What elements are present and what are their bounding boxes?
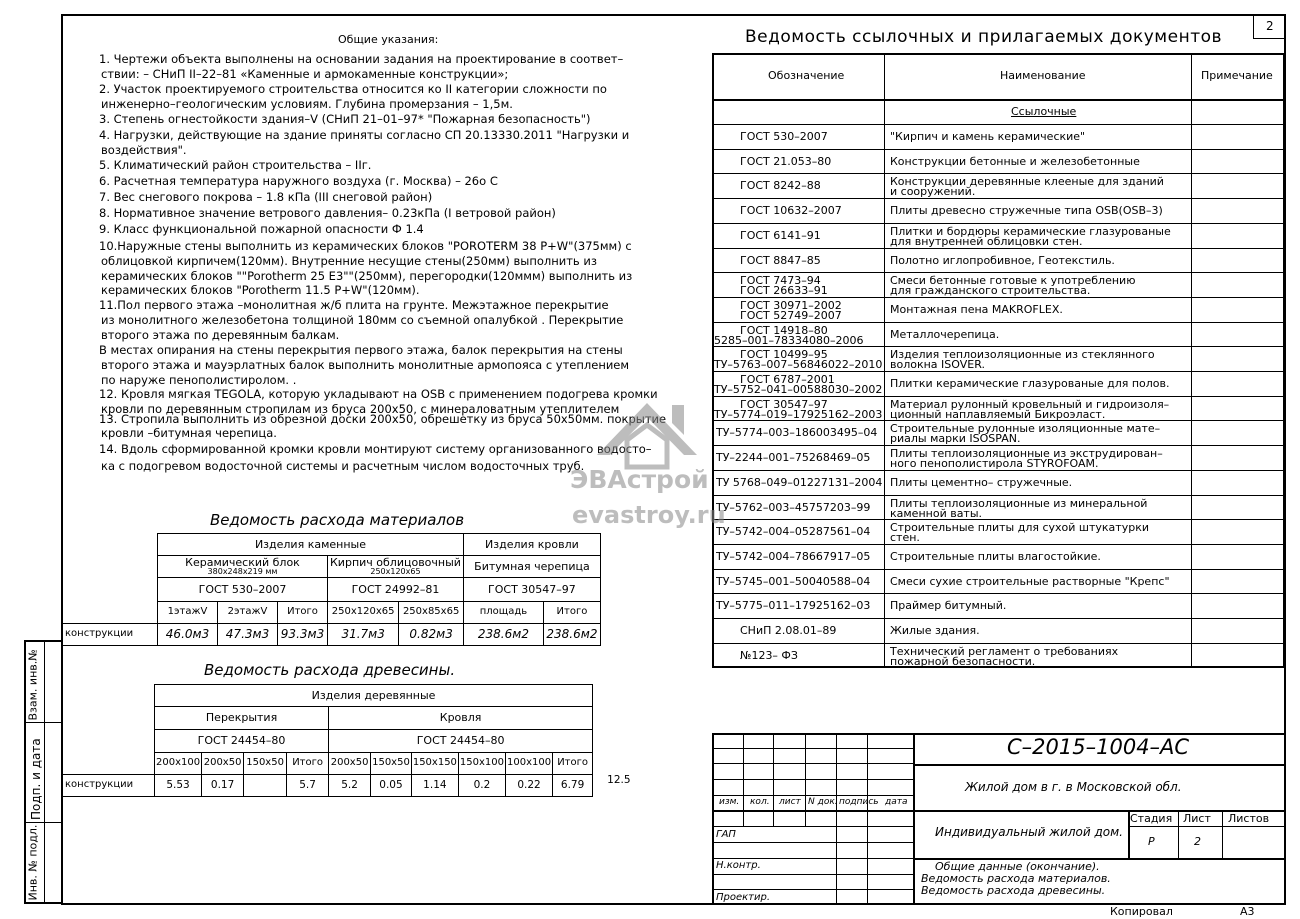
copied-label: Копировал [1110,905,1173,918]
table-cell: 1этажV [158,602,218,624]
title-block-line [836,733,837,905]
facing-brick-cell [328,556,464,578]
title-block-line [712,842,913,843]
doc-col-divider [884,53,885,668]
table-cell: 1.14 [411,775,458,797]
doc-row-name-2: ционный наплавляемый Бикроэласт. [890,408,1106,421]
general-note-line: 8. Нормативное значение ветрового давления– 0.23кПа (I ветровой район) [99,206,556,220]
table-cell: 150х150 [411,753,458,775]
general-note-line: 3. Степень огнестойкости здания–V (СНиП 21–01–97* "Пожарная безопасность") [99,112,591,126]
watermark-brand: ЭВАстрой [570,465,709,494]
doc-row-designation: ТУ–5762–003–45757203–99 [716,502,871,513]
doc-row-line [712,618,1285,619]
table-cell: Итого [278,602,328,624]
facing-brick-label: Кирпич облицовочный [330,555,461,569]
general-note-line: 4. Нагрузки, действующие на здание приняты согласно СП 20.13330.2011 "Нагрузки и [99,128,630,142]
materials-grid [62,533,601,646]
general-note-line: В местах опирания на стены перекрытия первого этажа, балок перекрытия на стены [99,343,623,357]
general-note-line: 5. Климатический район строительства – IIг. [99,158,372,172]
side-stamp-inv-orig: Инв. № подл. [26,824,40,901]
general-note-line: облицовкой кирпичем(120мм). Внутренние несущие стены(250мм) выполнить из [101,254,597,268]
doc-row-designation: ТУ–5775–011–17925162–03 [716,600,871,611]
table-cell: Изделия деревянные [155,685,593,707]
doc-row-name: Плитки керамические глазурованые для полов. [890,377,1170,390]
general-note-line: инженерно–геологическим условиям. Глубина промерзания – 1,5м. [101,97,513,111]
doc-row-name: Смеси бетонные готовые к употреблению [890,274,1136,287]
watermark-url: evastroy.ru [572,501,726,529]
doc-row-line [712,248,1285,249]
doc-list-title: Ведомость ссылочных и прилагаемых документов [745,27,1223,47]
materials-table-title: Ведомость расхода материалов [210,511,465,529]
doc-row-designation: ГОСТ 10499–95 [740,348,828,361]
general-note-line: 9. Класс функциональной пожарной опасности Ф 1.4 [99,222,424,236]
general-note-line: ка с подогревом водосточной системы и расчетным числом водосточных труб. [101,459,585,473]
table-cell: 31.7м3 [328,624,399,646]
doc-row-designation: СНиП 2.08.01–89 [740,625,837,636]
doc-row-name: Плиты теплоизоляционные из экструдирован– [890,447,1163,460]
title-block-line [712,810,913,812]
title-block-line [867,733,868,905]
doc-row-line [712,519,1285,520]
general-note-line: 12. Кровля мягкая TEGOLA, которую укладывают на OSB с применением подогрева кромки [99,387,658,401]
doc-row-name: Конструкции бетонные и железобетонные [890,155,1140,168]
general-note-line: 11.Пол первого этажа –монолитная ж/б плита на грунте. Межэтажное перекрытие [99,298,609,312]
sheet-title-1: Общие данные (окончание). [935,860,1100,873]
table-cell: 100х100 [506,753,553,775]
general-note-line: кровли по деревянным стропилам из бруса 200х50, с минераловатным утеплителем [101,402,620,416]
table-cell: Перекрытия [155,707,329,730]
title-block-line [1222,810,1223,858]
doc-row-line [712,470,1285,471]
title-block-col-label: изм. [719,797,740,807]
table-cell: 2этажV [218,602,278,624]
doc-row-designation-2: ТУ–5752–041–00588030–2002 [714,384,882,395]
title-block-line [913,764,1285,766]
doc-row-line [712,371,1285,372]
wood-table-title: Ведомость расхода древесины. [204,661,456,679]
table-cell: 0.22 [506,775,553,797]
doc-row-name-2: пожарной безопасности. [890,655,1036,668]
doc-row-line [712,297,1285,298]
doc-col-divider [1191,53,1192,668]
doc-row-name: Плиты древесно стружечные типа OSB(OSB–3) [890,204,1163,217]
table-cell: 6.79 [553,775,593,797]
doc-row-designation: ГОСТ 530–2007 [740,131,828,142]
doc-row-name-2: ного пенополистирола STYROFOAM. [890,457,1099,470]
role-gap: ГАП [716,829,736,840]
doc-row-name: Материал рулонный кровельный и гидроизоля– [890,398,1170,411]
doc-row-line [712,198,1285,199]
title-block-line [712,763,913,764]
general-note-line: 7. Вес снегового покрова – 1.8 кПа (III снеговой район) [99,190,433,204]
title-block-col-label: N док. [808,797,838,807]
table-cell: 200х100 [155,753,202,775]
doc-row-line [712,173,1285,174]
doc-row-designation: ТУ–5742–004–78667917–05 [716,551,871,562]
stage-value: Р [1148,835,1155,848]
general-note-line: ствии: – СНиП II–22–81 «Каменные и армокаменные конструкции»; [101,67,509,81]
sheet-value: 2 [1194,835,1201,848]
title-block-line [712,795,913,796]
table-cell: ГОСТ 30547–97 [463,578,600,602]
doc-row-name: Плиты цементно– стружечные. [890,476,1073,489]
table-cell: конструкции [63,775,155,797]
doc-row-designation-2: 5285–001–78334080–2006 [714,335,864,346]
doc-row-line [712,569,1285,570]
doc-row-designation: ТУ–5774–003–186003495–04 [716,427,878,438]
doc-row-designation: ТУ–5742–004–05287561–04 [716,526,871,537]
title-block-col-label: кол. [750,797,770,807]
table-cell: Итого [543,602,600,624]
doc-row-name-2: для внутренней облицовки стен. [890,235,1083,248]
doc-row-designation: ТУ–5745–001–50040588–04 [716,576,871,587]
project-name: Жилой дом в г. в Московской обл. [965,780,1182,794]
doc-row-name: Плиты теплоизоляционные из минеральной [890,497,1148,510]
general-note-line: 14. Вдоль сформированной кромки кровли монтируют систему организованного водосто– [99,442,652,456]
doc-row-designation: ГОСТ 30547–97 [740,398,828,411]
doc-row-name: Смеси сухие строительные растворные "Крепс" [890,575,1170,588]
sheet-title-2: Ведомость расхода материалов. [921,872,1111,885]
doc-row-line [712,322,1285,323]
format-label: А3 [1240,905,1255,918]
doc-header-name: Наименование [1000,69,1086,82]
general-note-line: 10.Наружные стены выполнить из керамических блоков "POROTERM 38 P+W"(375мм) с [99,239,632,253]
doc-row-line [712,445,1285,446]
doc-row-designation: ГОСТ 30971–2002 [740,299,842,312]
doc-row-designation: ГОСТ 8242–88 [740,180,821,191]
doc-row-name-2: риалы марки ISOSPAN. [890,432,1021,445]
sheet-title-3: Ведомость расхода древесины. [921,884,1106,897]
general-note-line: второго этажа и мауэрлатных балок выполнить монолитные армопояса с утеплением [101,358,630,372]
doc-section-label: Ссылочные [1011,105,1077,118]
side-stamp [24,640,63,904]
doc-row-name: Изделия теплоизоляционные из стеклянного [890,348,1155,361]
table-cell: ГОСТ 24454–80 [155,730,329,753]
table-cell: 250х85х65 [399,602,464,624]
title-block-line [712,826,913,827]
page-number: 2 [1266,19,1274,33]
general-note-line: по наруже пенополистиролом. . [101,373,297,387]
doc-row-designation: ГОСТ 8847–85 [740,255,821,266]
table-cell [593,685,645,775]
table-cell: 150х100 [458,753,505,775]
house-logo-icon [592,395,702,470]
general-note-line: 6. Расчетная температура наружного воздуха (г. Москва) – 26о С [99,174,498,188]
table-cell: 0.17 [202,775,244,797]
doc-row-designation: ГОСТ 7473–94 [740,274,821,287]
doc-row-line [712,346,1285,347]
sheet-label: Лист [1183,812,1211,825]
general-note-line: из монолитного железобетона толщиной 180мм со съемной опалубкой . Перекрытие [101,313,624,327]
table-cell: Битумная черепица [463,556,600,578]
doc-row-line [712,149,1285,150]
table-cell: 238.6м2 [463,624,543,646]
table-cell: 93.3м3 [278,624,328,646]
sheets-label: Листов [1228,812,1270,825]
doc-row-designation-2: ТУ–5774–019–17925162–2003 [714,409,882,420]
doc-row-line [712,593,1285,594]
table-cell: Итого [553,753,593,775]
table-cell: 150х50 [244,753,287,775]
table-cell: 250х120х65 [328,602,399,624]
general-note-line: воздействия". [101,143,187,157]
page-number-box [1253,14,1286,39]
general-note-line: керамических блоков ""Porotherm 25 E3""(250мм), перегородки(120ммм) выполнить из [101,269,633,283]
table-cell: 238.6м2 [543,624,600,646]
wood-grid [62,684,645,797]
general-notes-title: Общие указания: [338,33,439,46]
title-block-col-label: подпись [839,797,879,807]
doc-row-name: Металлочерепица. [890,328,1000,341]
building-name: Индивидуальный жилой дом. [935,825,1123,839]
table-cell: ГОСТ 24454–80 [329,730,593,753]
title-block-line [712,748,913,749]
title-block-line [712,889,913,890]
title-block-col-label: лист [779,797,801,807]
ceramic-block-cell [158,556,328,578]
doc-header-designation: Обозначение [768,69,845,82]
ceramic-block-size: 380х248х219 мм [207,567,278,577]
table-cell: конструкции [63,624,158,646]
table-cell: Изделия кровли [463,534,600,556]
doc-row-designation: ГОСТ 10632–2007 [740,205,842,216]
table-cell: 5.2 [329,775,371,797]
title-block-line [712,779,913,780]
role-ncontr: Н.контр. [716,860,761,871]
doc-row-line [712,124,1285,125]
doc-row-line [712,643,1285,644]
general-note-line: 2. Участок проектируемого строительства относится ко II категории сложности по [99,82,607,96]
doc-row-designation-2: ГОСТ 52749–2007 [740,310,842,321]
doc-row-name: Полотно иглопробивное, Геотекстиль. [890,254,1115,267]
table-cell: Изделия каменные [158,534,464,556]
table-cell: 5.53 [155,775,202,797]
doc-row-name: Строительные рулонные изоляционные мате– [890,422,1161,435]
table-cell: ГОСТ 530–2007 [158,578,328,602]
title-block-col-label: дата [885,797,908,807]
table-cell: Итого [287,753,329,775]
general-note-line: 1. Чертежи объекта выполнены на основании задания на проектирование в соответ– [99,52,624,66]
doc-header-note: Примечание [1201,69,1273,82]
doc-row-designation: ТУ–2244–001–75268469–05 [716,452,871,463]
doc-row-name: Праймер битумный. [890,599,1007,612]
table-cell: 0.2 [458,775,505,797]
doc-row-name: Строительные плиты влагостойкие. [890,550,1101,563]
facing-brick-size: 250х120х65 [370,567,421,577]
doc-row-name: Жилые здания. [890,624,980,637]
doc-row-designation: ГОСТ 6141–91 [740,230,821,241]
table-cell: 47.3м3 [218,624,278,646]
doc-row-name: "Кирпич и камень керамические" [890,130,1086,143]
table-cell: 200х50 [329,753,371,775]
doc-row-designation: ГОСТ 14918–80 [740,324,828,337]
general-note-line: 13. Стропила выполнить из обрезной доски 200х50, обрешетку из бруса 50х50мм. покрытие [99,412,667,426]
project-code: С–2015–1004–АС [1007,735,1190,759]
title-block-line [712,874,913,875]
side-stamp-vzam: Взам. инв.№ [26,649,40,721]
title-block-line [712,858,913,859]
table-cell: Кровля [329,707,593,730]
doc-header-line [712,99,1285,101]
table-cell: ГОСТ 24992–81 [328,578,464,602]
table-cell: 46.0м3 [158,624,218,646]
table-cell [244,775,287,797]
doc-row-designation: ТУ 5768–049–01227131–2004 [716,477,882,488]
doc-row-name-2: для гражданского строительства. [890,284,1091,297]
doc-row-name: Строительные плиты для сухой штукатурки [890,521,1149,534]
doc-row-line [712,495,1285,496]
doc-row-name: Плитки и бордюры керамические глазурованые [890,225,1171,238]
title-block-line [913,733,915,905]
doc-row-line [712,544,1285,545]
side-stamp-sign-date: Подп. и дата [29,738,43,820]
table-cell [63,685,155,775]
ceramic-block-label: Керамический блок [185,555,300,569]
table-cell: 0.05 [371,775,412,797]
general-note-line: керамических блоков "Porotherm 11.5 P+W"(120мм). [101,283,420,297]
table-cell: 5.7 [287,775,329,797]
doc-row-name-2: каменной ваты. [890,507,983,520]
doc-row-name-2: волокна ISOVER. [890,358,985,371]
doc-row-line [712,223,1285,224]
table-cell: 150х50 [371,753,412,775]
doc-row-designation: ГОСТ 21.053–80 [740,156,832,167]
title-block-line [1178,810,1179,858]
stage-label: Стадия [1130,812,1173,825]
doc-row-name: Конструкции деревянные клееные для зданий [890,175,1164,188]
role-proekt: Проектир. [716,892,771,903]
title-block-line [1128,826,1285,827]
doc-row-designation: №123– ФЗ [740,650,798,661]
doc-row-name-2: стен. [890,531,920,544]
doc-row-designation-2: ГОСТ 26633–91 [740,285,828,296]
general-note-line: кровли –битумная черепица. [101,426,277,440]
doc-row-name-2: и сооружений. [890,185,976,198]
doc-row-name: Монтажная пена MAKROFLEX. [890,303,1063,316]
doc-row-line [712,272,1285,273]
doc-row-designation-2: ТУ–5763–007–56846022–2010 [714,359,882,370]
general-note-line: второго этажа по деревянным балкам. [101,328,340,342]
doc-row-designation: ГОСТ 6787–2001 [740,373,835,386]
doc-row-line [712,396,1285,397]
table-cell: площадь [463,602,543,624]
table-cell: 200х50 [202,753,244,775]
doc-row-name: Технический регламент о требованиях [890,645,1119,658]
table-cell: 12.5 [593,775,645,797]
table-cell: 0.82м3 [399,624,464,646]
table-cell [63,534,158,624]
